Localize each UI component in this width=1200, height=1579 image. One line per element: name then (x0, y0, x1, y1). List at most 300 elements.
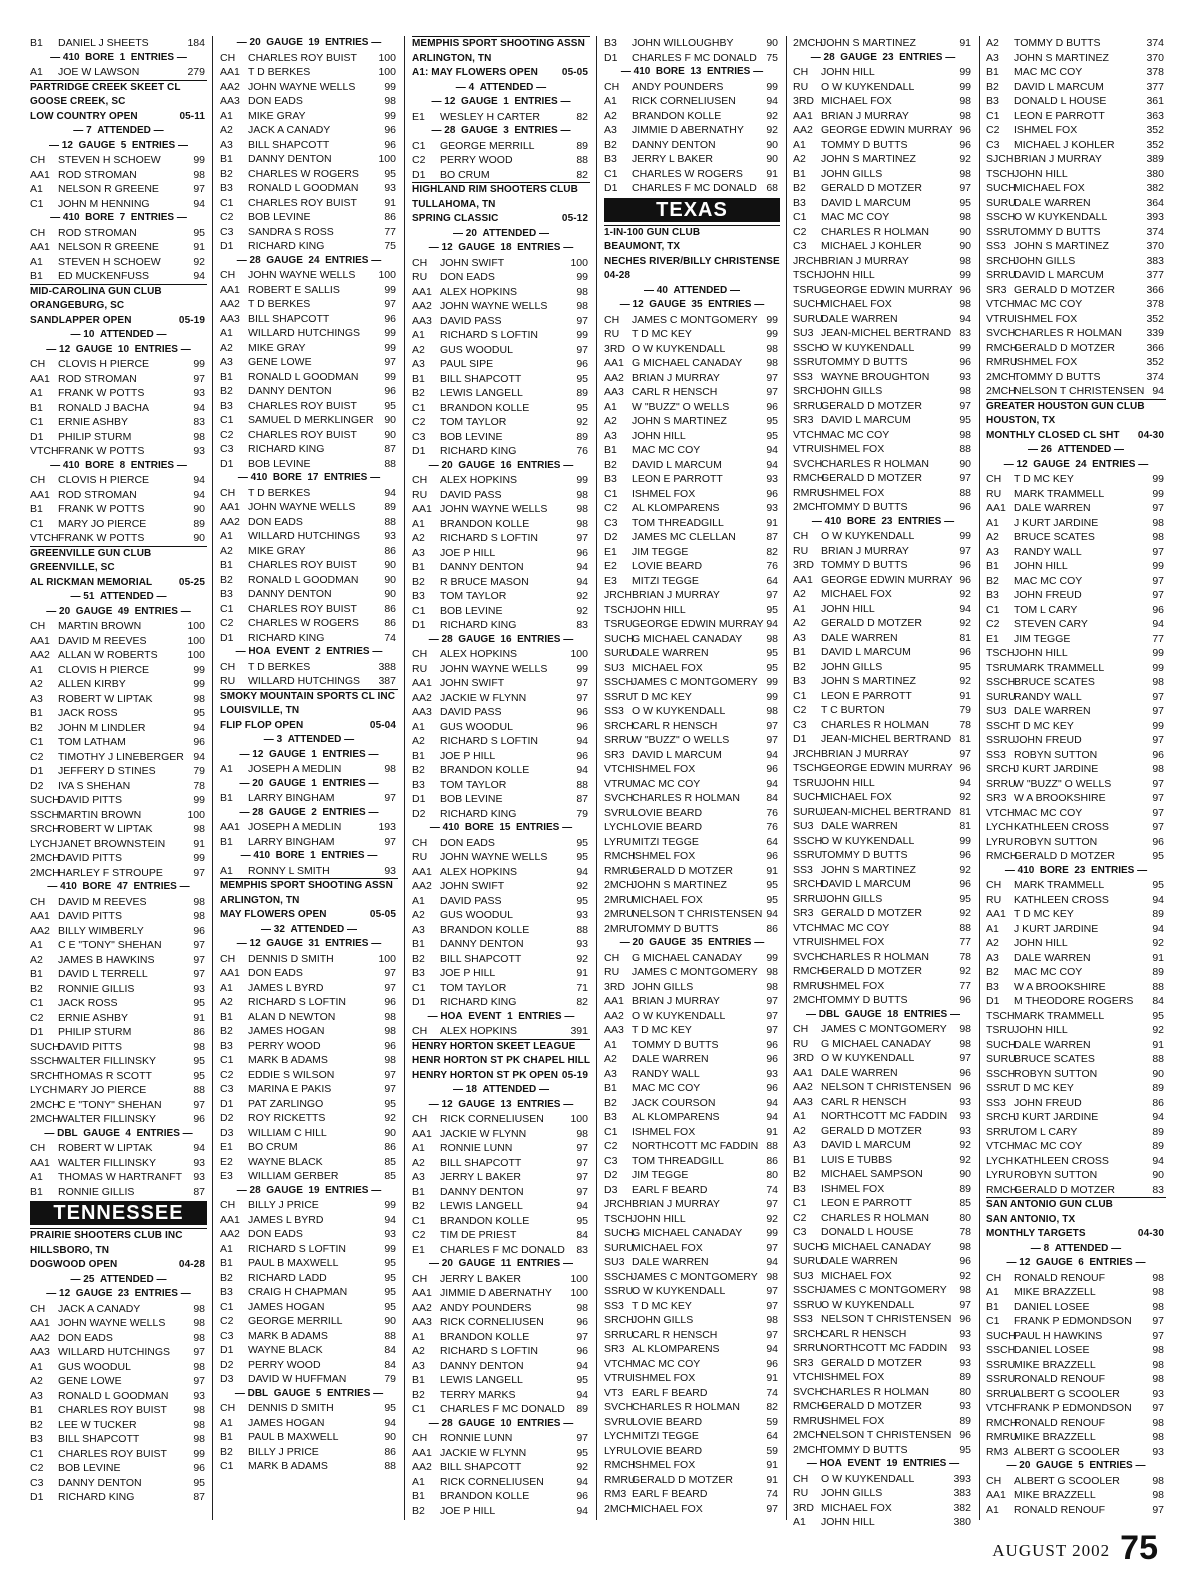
result-row (986, 1023, 1166, 1038)
score: 89 (959, 1371, 971, 1383)
class-code: RMCH (793, 965, 825, 977)
result-row (220, 399, 398, 414)
result-row (220, 442, 398, 457)
result-row (986, 849, 1166, 864)
result-row (793, 979, 973, 994)
score: 99 (193, 663, 205, 676)
shooter-name: JIM TEGGE (632, 545, 689, 558)
shooter-name: O W KUYKENDALL (632, 705, 726, 717)
shooter-name: CARL R HENSCH (632, 1328, 718, 1341)
class-code: B1 (793, 1153, 806, 1166)
result-row (986, 806, 1166, 821)
class-code: D2 (30, 779, 44, 792)
shooter-name: PAUL H HAWKINS (1014, 1329, 1103, 1342)
class-code: RMCH (986, 1183, 1018, 1196)
score: 95 (384, 1097, 396, 1110)
score: 97 (766, 1241, 778, 1254)
shooter-name: MICHAEL FOX (821, 588, 892, 600)
score: 96 (766, 850, 778, 862)
shooter-name: BILL SHAPCOTT (248, 138, 330, 151)
club-header-text: MAY FLOWERS OPEN (220, 909, 327, 920)
score: 91 (193, 241, 205, 253)
score: 97 (193, 953, 205, 966)
shooter-name: BRANDON KOLLE (440, 1214, 530, 1227)
result-row (412, 1344, 590, 1359)
result-row (30, 1316, 207, 1331)
shooter-name: MAC MC COY (1014, 298, 1083, 310)
score: 71 (576, 981, 588, 994)
result-row (220, 138, 398, 153)
result-row (412, 1373, 590, 1388)
shooter-name: RICK CORNELIUSEN (440, 1113, 544, 1125)
score: 92 (959, 1139, 971, 1151)
score: 96 (766, 1082, 778, 1094)
score: 97 (193, 1098, 205, 1111)
class-code: SS3 (604, 705, 624, 717)
score: 94 (1152, 1111, 1164, 1123)
club-header-text: SANDLAPPER OPEN (30, 314, 132, 326)
class-code: B1 (220, 370, 233, 383)
result-row (986, 646, 1166, 661)
score: 91 (766, 1473, 778, 1486)
shooter-name: AL KLOMPARENS (632, 502, 720, 514)
result-row (793, 138, 973, 153)
shooter-name: JACKIE W FLYNN (440, 1446, 527, 1459)
score: 99 (959, 269, 971, 281)
result-row (793, 1283, 973, 1298)
result-row (30, 1141, 207, 1156)
result-row (220, 820, 398, 835)
class-code: 3RD (604, 980, 626, 993)
score: 374 (1146, 370, 1164, 383)
shooter-name: BILL SHAPCOTT (440, 952, 522, 965)
shooter-name: RICHARD KING (248, 240, 325, 252)
shooter-name: JOHN S MARTINEZ (821, 863, 916, 876)
club-header-line (412, 52, 590, 67)
result-row (412, 981, 590, 996)
result-row (30, 1447, 207, 1462)
class-code: D2 (604, 531, 618, 543)
shooter-name: NELSON R GREENE (58, 183, 159, 195)
class-code: C1 (220, 1460, 234, 1472)
class-code: RU (986, 487, 1002, 500)
result-row (604, 1067, 780, 1082)
shooter-name: MAC MC COY (1014, 574, 1083, 587)
score: 374 (1146, 37, 1164, 49)
club-header-text: HENR HORTON ST PK CHAPEL HILL (412, 1055, 590, 1066)
class-code: TSRU (604, 618, 633, 630)
shooter-name: DAVID PITTS (58, 1040, 122, 1053)
class-code: SSCH (30, 1055, 60, 1067)
shooter-name: CHARLES F MC DONALD (632, 182, 757, 194)
shooter-name: JOE P HILL (440, 1504, 496, 1517)
result-row (412, 937, 590, 952)
score: 99 (1152, 647, 1164, 659)
class-code: CH (30, 895, 46, 908)
result-row (220, 196, 398, 211)
result-row (412, 1330, 590, 1345)
shooter-name: BRANDON KOLLE (440, 401, 530, 414)
club-header-text: TULLAHOMA, TN (412, 198, 496, 210)
event-subheading: — 410 BORE 1 ENTRIES — (240, 850, 378, 861)
class-code: 3RD (793, 1052, 815, 1064)
shooter-name: ALBERT G SCOOLER (1014, 1474, 1120, 1487)
score: 92 (959, 675, 971, 687)
score: 90 (1152, 1169, 1164, 1181)
score: 88 (576, 154, 588, 166)
class-code: D1 (604, 182, 618, 194)
class-code: SJCH (986, 153, 1014, 165)
score: 99 (576, 329, 588, 341)
shooter-name: JOHN GILLS (632, 1314, 694, 1326)
result-row (986, 994, 1166, 1009)
shooter-name: PHILIP STURM (58, 430, 132, 443)
result-row (220, 152, 398, 167)
result-row (30, 750, 207, 765)
class-code: B1 (412, 1374, 425, 1386)
result-row (412, 1141, 590, 1156)
class-code: AA3 (604, 1024, 624, 1036)
shooter-name: ROBERT E SALLIS (248, 283, 340, 296)
score: 94 (1152, 385, 1164, 397)
class-code: B1 (30, 503, 43, 515)
shooter-name: ISHMEL FOX (632, 487, 696, 500)
shooter-name: GERALD D MOTZER (821, 472, 922, 484)
result-row (986, 312, 1166, 327)
score: 95 (576, 401, 588, 414)
score: 93 (384, 864, 396, 877)
event-date: 05-05 (369, 909, 396, 920)
shooter-name: RICHARD KING (440, 619, 517, 631)
score: 95 (766, 429, 778, 442)
result-row (412, 1214, 590, 1229)
shooter-name: JAMES HOGAN (248, 1300, 325, 1313)
shooter-name: RICHARD LADD (248, 1271, 327, 1284)
score: 91 (959, 689, 971, 702)
result-row (986, 1038, 1166, 1053)
score: 377 (1146, 80, 1164, 93)
event-subheading: — 20 GAUGE 19 ENTRIES — (236, 37, 382, 48)
shooter-name: TOMMY D BUTTS (632, 1038, 719, 1051)
shooter-name: BILL SHAPCOTT (440, 1461, 522, 1473)
class-code: SU3 (604, 1256, 625, 1268)
score: 99 (576, 271, 588, 283)
shooter-name: RONALD J BACHA (58, 401, 150, 414)
score: 96 (193, 1113, 205, 1125)
result-row (412, 1156, 590, 1171)
shooter-name: DAVID L MARCUM (821, 414, 911, 426)
score: 95 (576, 851, 588, 863)
class-code: A1 (30, 183, 43, 195)
shooter-name: CHARLES ROY BUIST (248, 602, 357, 615)
shooter-name: JOHN GILLS (821, 892, 883, 905)
class-code: B3 (604, 153, 617, 165)
score: 68 (766, 182, 778, 194)
class-code: CH (793, 1023, 809, 1035)
result-row (30, 1331, 207, 1346)
class-code: LYCH (986, 1154, 1014, 1167)
result-row (604, 414, 780, 429)
score: 93 (576, 909, 588, 921)
shooter-name: ROBERT W LIPTAK (58, 692, 153, 705)
shooter-name: JOHN WAYNE WELLS (440, 503, 548, 515)
shooter-name: BRIAN J MURRAY (821, 254, 909, 267)
class-code: A2 (793, 1124, 806, 1137)
class-code: A3 (30, 692, 43, 705)
shooter-name: ALEX HOPKINS (440, 865, 518, 878)
shooter-name: BRANDON KOLLE (632, 109, 722, 122)
score: 95 (193, 226, 205, 239)
shooter-name: NORTHCOTT MC FADDIN (821, 1110, 948, 1122)
score: 97 (766, 1009, 778, 1022)
shooter-name: J KURT JARDINE (1014, 922, 1099, 935)
class-code: SRCH (604, 719, 634, 732)
class-code: SRRU (986, 1387, 1016, 1400)
shooter-name: ALEX HOPKINS (440, 1025, 518, 1037)
result-row (793, 1370, 973, 1385)
score: 99 (766, 690, 778, 703)
score: 86 (384, 602, 396, 615)
shooter-name: W A BROOKSHIRE (1014, 980, 1106, 993)
score: 97 (766, 719, 778, 732)
class-code: TSRU (986, 661, 1015, 674)
result-row (412, 923, 590, 938)
class-code: D2 (604, 1169, 618, 1181)
result-row (793, 993, 973, 1008)
result-row (793, 442, 973, 457)
class-code: A1 (604, 1038, 617, 1051)
class-code: SSRU (793, 356, 823, 368)
score: 77 (384, 225, 396, 238)
shooter-name: MARK TRAMMELL (1014, 879, 1105, 891)
shooter-name: JOHN S MARTINEZ (632, 415, 727, 427)
score: 90 (193, 532, 205, 544)
class-code: A3 (220, 356, 233, 368)
score: 99 (1152, 719, 1164, 732)
result-row (220, 1053, 398, 1068)
shooter-name: JOHN GILLS (632, 980, 694, 993)
shooter-name: MIKE GRAY (248, 544, 306, 557)
column-rule (596, 36, 597, 1520)
class-code: C2 (30, 1011, 44, 1024)
shooter-name: MARK TRAMMELL (1014, 661, 1105, 674)
score: 76 (766, 806, 778, 819)
score: 97 (1152, 734, 1164, 746)
class-code: 2MCH (30, 852, 60, 864)
result-row (604, 80, 780, 95)
result-row (793, 210, 973, 225)
class-code: SSRU (604, 1285, 634, 1297)
class-code: SSCH (986, 719, 1016, 732)
result-row (412, 865, 590, 880)
event-subheading: — 12 GAUGE 6 ENTRIES — (1006, 1257, 1146, 1268)
result-row (793, 428, 973, 443)
score: 94 (959, 602, 971, 615)
class-code: D2 (220, 1112, 234, 1124)
event-date: 05-04 (369, 719, 396, 731)
result-row (793, 558, 973, 573)
shooter-name: T D MC KEY (632, 328, 692, 340)
score: 94 (193, 488, 205, 501)
score: 97 (1152, 589, 1164, 601)
result-row (793, 776, 973, 791)
result-row (30, 967, 207, 982)
class-code: B2 (412, 575, 425, 588)
class-code: C1 (793, 1197, 807, 1209)
shooter-name: RANDY WALL (632, 1067, 700, 1080)
class-code: AA1 (220, 1213, 240, 1226)
result-row (412, 850, 590, 865)
shooter-name: TOMMY D BUTTS (1014, 370, 1101, 383)
result-row (793, 181, 973, 196)
score: 99 (384, 370, 396, 383)
class-code: A3 (986, 545, 999, 558)
score: 89 (1152, 1082, 1164, 1094)
shooter-name: ISHMEL FOX (632, 763, 696, 775)
club-header-line (220, 908, 398, 923)
result-row (220, 1126, 398, 1141)
result-row (604, 1009, 780, 1024)
class-code: A1 (412, 517, 425, 530)
score: 100 (187, 634, 205, 647)
class-code: SVCH (604, 792, 634, 804)
class-code: A2 (412, 909, 425, 921)
shooter-name: DONALD L HOUSE (1014, 95, 1107, 107)
score: 93 (959, 1110, 971, 1122)
shooter-name: RICHARD KING (440, 807, 517, 820)
score: 100 (378, 153, 396, 165)
shooter-name: WILLARD HUTCHINGS (248, 675, 361, 687)
result-row (30, 982, 207, 997)
class-code: B1 (220, 153, 233, 165)
score: 98 (193, 692, 205, 705)
club-header-text: GREENVILLE, SC (30, 562, 115, 573)
shooter-name: NELSON T CHRISTENSEN (821, 1429, 952, 1441)
score: 98 (959, 167, 971, 180)
shooter-name: RICHARD S LOFTIN (440, 532, 539, 544)
class-code: B1 (604, 444, 617, 456)
score: 78 (959, 718, 971, 731)
class-code: SRCH (793, 385, 823, 397)
shooter-name: JIM TEGGE (632, 1169, 689, 1181)
score: 374 (1146, 225, 1164, 238)
class-code: SVRU (604, 1415, 634, 1428)
class-code: C1 (30, 736, 44, 748)
class-code: D1 (30, 765, 44, 777)
class-code: D1 (412, 793, 426, 805)
class-code: AA1 (30, 241, 50, 253)
result-row (30, 255, 207, 270)
score: 99 (959, 80, 971, 93)
result-row (412, 763, 590, 778)
result-row (793, 1240, 973, 1255)
score: 92 (959, 907, 971, 919)
class-code: B1 (220, 792, 233, 804)
event-subheading: — HOA EVENT 19 ENTRIES — (806, 1458, 960, 1469)
shooter-name: JOHN WAYNE WELLS (248, 80, 356, 93)
shooter-name: PERRY WOOD (440, 154, 513, 166)
class-code: B1 (30, 270, 43, 282)
class-code: SURU (793, 312, 823, 325)
score: 82 (576, 168, 588, 181)
score: 80 (959, 1385, 971, 1398)
class-code: B1 (30, 707, 43, 719)
score: 95 (1152, 879, 1164, 891)
result-row (793, 1051, 973, 1066)
score: 92 (959, 965, 971, 977)
score: 79 (193, 765, 205, 777)
result-row (986, 748, 1166, 763)
shooter-name: O W KUYKENDALL (821, 530, 915, 542)
class-code: SSRU (986, 734, 1016, 746)
result-row (604, 167, 780, 182)
score: 84 (576, 1229, 588, 1241)
event-subheading: — 20 GAUGE 11 ENTRIES — (429, 1258, 573, 1269)
class-code: LYRU (986, 1169, 1014, 1181)
result-row (793, 529, 973, 544)
score: 74 (766, 1488, 778, 1500)
result-row (604, 516, 780, 531)
column-rule (212, 36, 213, 1520)
club-header-text: LOW COUNTRY OPEN (30, 110, 138, 122)
result-row (793, 1356, 973, 1371)
score: 100 (570, 256, 588, 269)
class-code: AA2 (220, 298, 240, 310)
result-row (604, 1110, 780, 1125)
shooter-name: ISHMEL FOX (821, 443, 885, 455)
score: 96 (959, 1255, 971, 1267)
shooter-name: MAC MC COY (632, 444, 701, 456)
result-row (412, 647, 590, 662)
score: 86 (384, 1445, 396, 1458)
class-code: TSCH (793, 762, 822, 774)
shooter-name: TOMMY D BUTTS (821, 138, 908, 151)
shooter-name: LEE W TUCKER (58, 1418, 137, 1431)
class-code: CH (412, 474, 428, 486)
result-row (220, 239, 398, 254)
class-code: AA1 (604, 357, 624, 369)
score: 98 (193, 168, 205, 181)
shooter-name: JOHN HILL (821, 269, 875, 281)
score: 97 (384, 298, 396, 310)
result-row (412, 1199, 590, 1214)
club-header-line (30, 546, 207, 562)
result-row (604, 371, 780, 386)
result-row (30, 36, 207, 51)
class-code: VTRU (604, 777, 633, 790)
result-row (793, 1138, 973, 1153)
result-row (986, 1300, 1166, 1315)
class-code: AA1 (220, 501, 240, 513)
shooter-name: DALE WARREN (1014, 951, 1091, 964)
class-code: CH (220, 486, 236, 499)
result-row (793, 1414, 973, 1429)
score: 100 (187, 808, 205, 821)
class-code: A1 (986, 922, 999, 935)
score: 97 (384, 835, 396, 848)
score: 74 (766, 1183, 778, 1196)
result-row (412, 386, 590, 401)
score: 94 (1152, 893, 1164, 906)
score: 81 (959, 631, 971, 644)
class-code: SSCH (986, 1067, 1016, 1080)
result-row (30, 65, 207, 80)
score: 96 (576, 1345, 588, 1357)
class-code: A1 (30, 66, 43, 78)
shooter-name: DAVID PASS (440, 706, 502, 718)
class-code: D1 (986, 995, 1000, 1007)
shooter-name: MICHAEL FOX (821, 1501, 892, 1514)
